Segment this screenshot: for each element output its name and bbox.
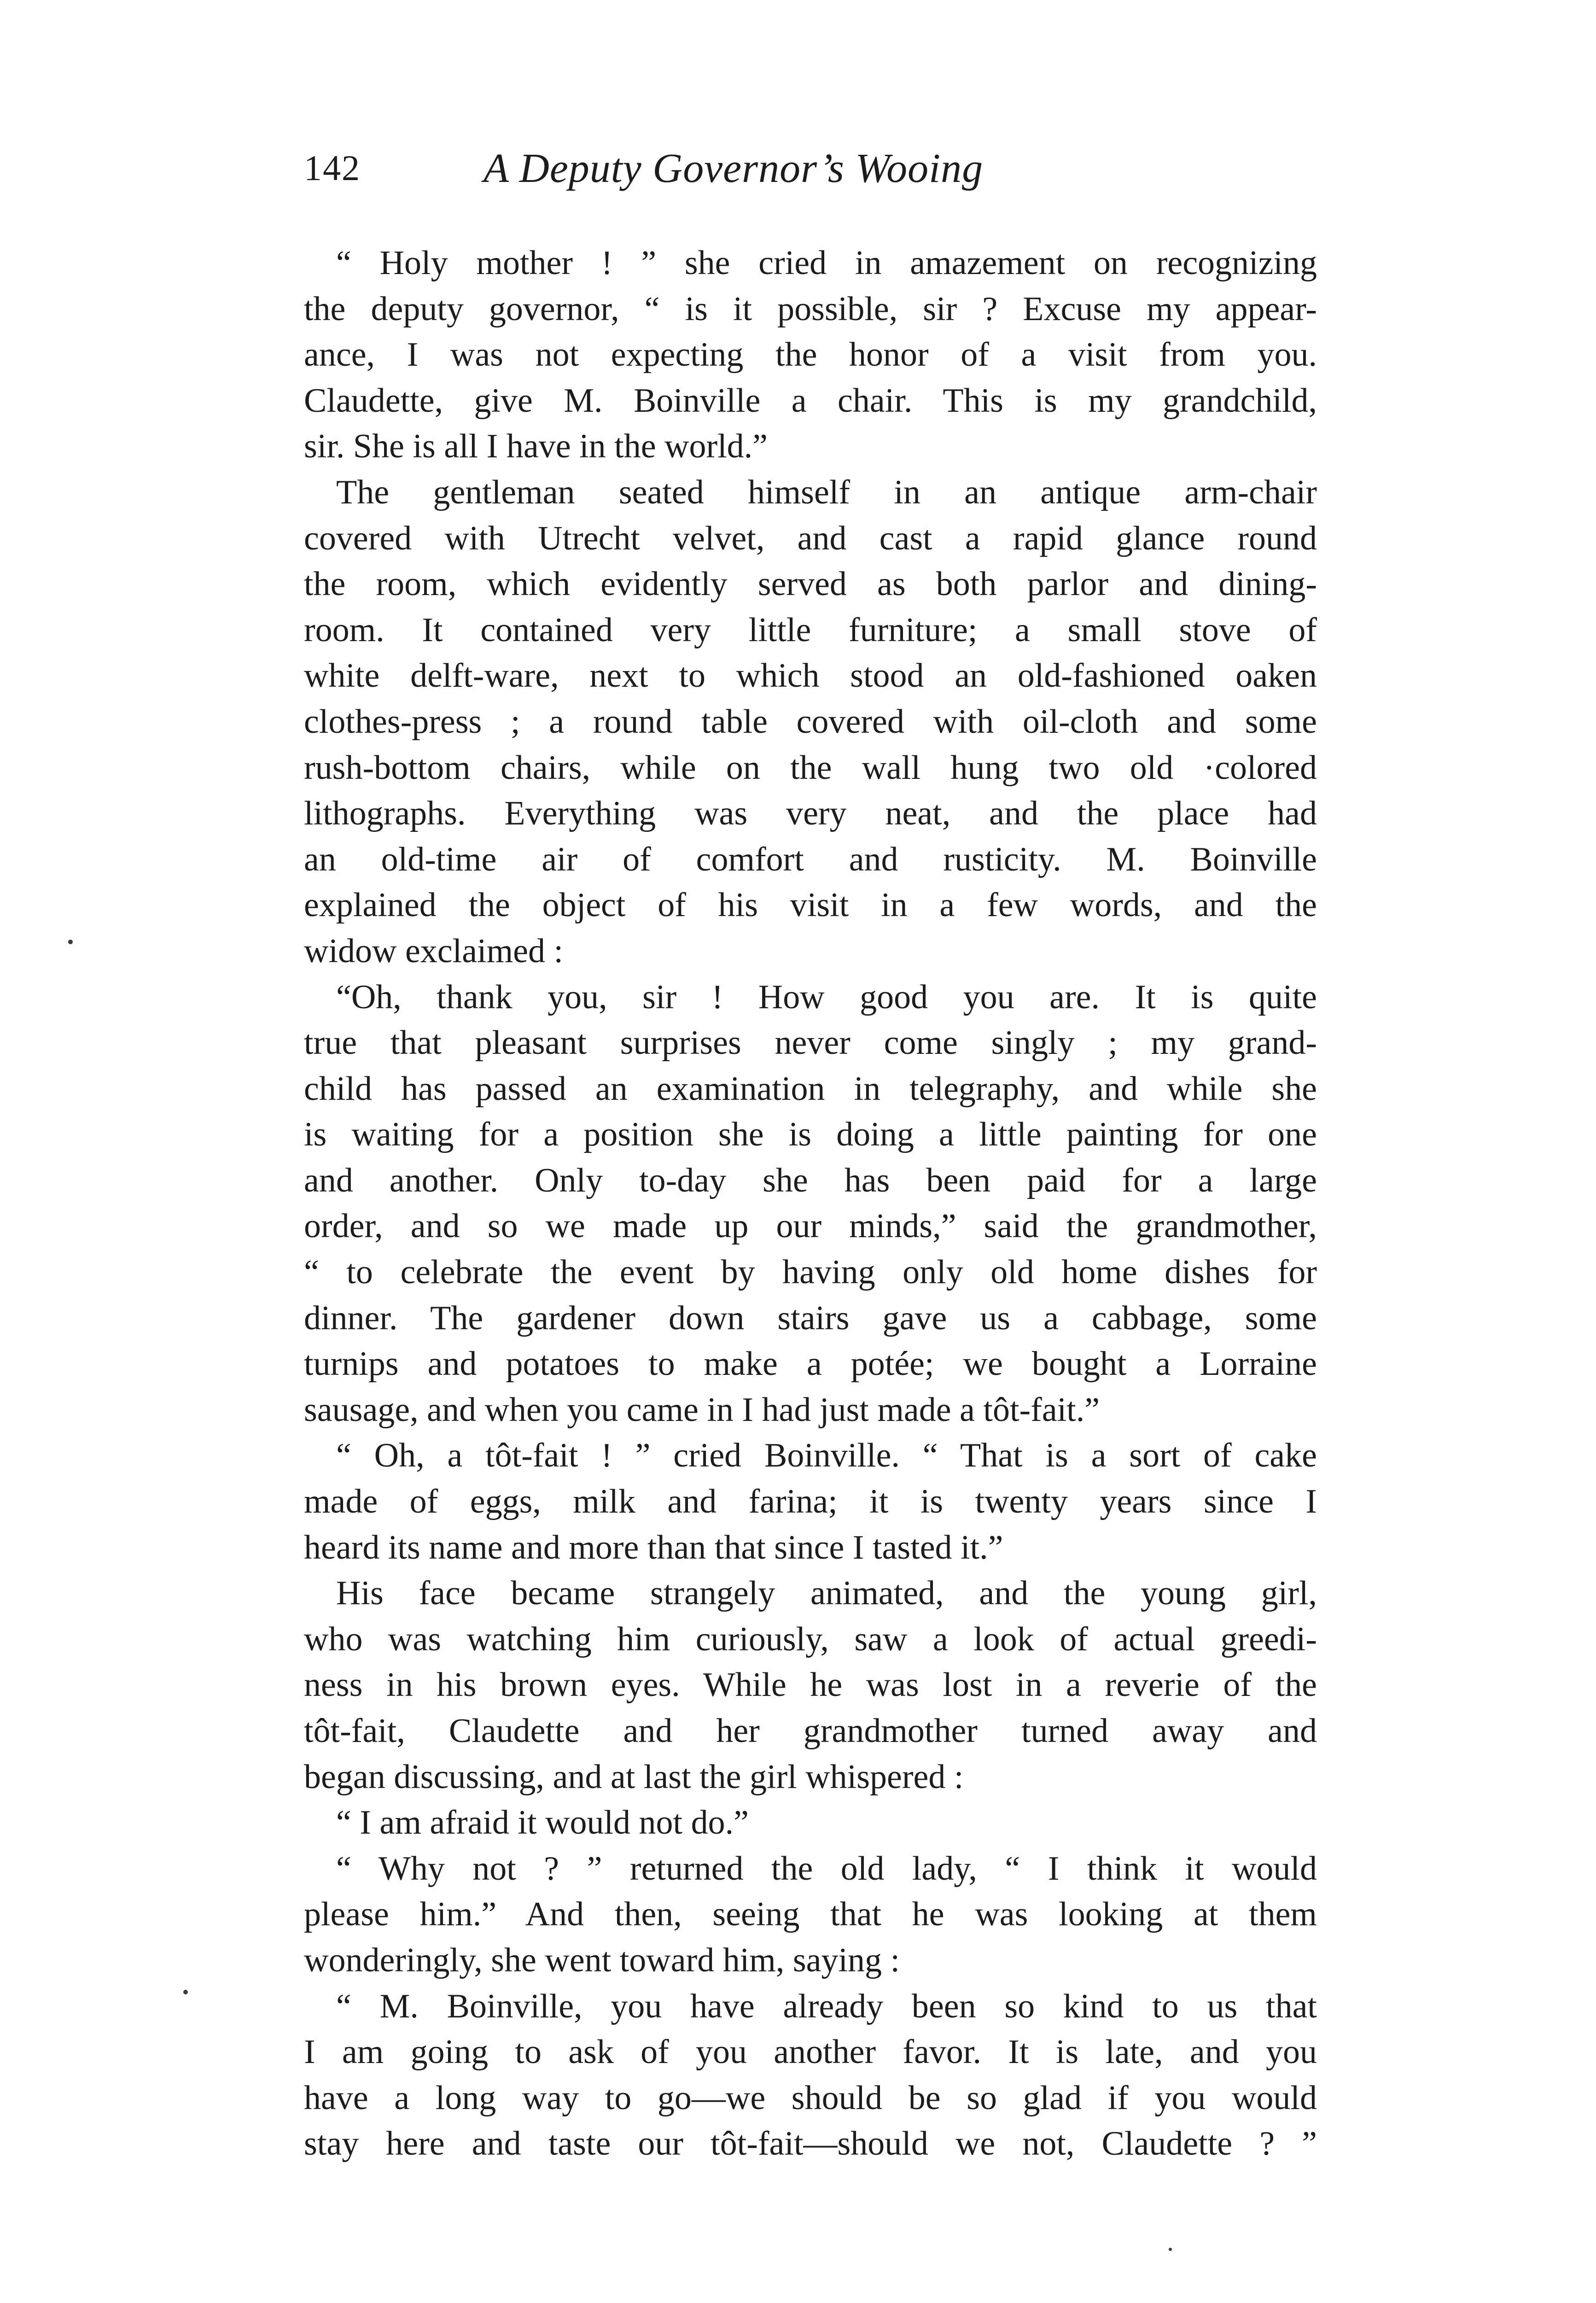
text-line: turnips and potatoes to make a potée; we bought a Lorraine (304, 1345, 1317, 1383)
text-line: rush-bottom chairs, while on the wall hung two old ·colored (304, 748, 1317, 787)
text-line: have a long way to go—we should be so glad if you would (304, 2079, 1317, 2117)
text-line: true that pleasant surprises never come singly ; my grand- (304, 1024, 1317, 1062)
text-line: the room, which evidently served as both parlor and dining- (304, 565, 1317, 603)
page-number: 142 (304, 148, 361, 188)
text-line: “ Holy mother ! ” she cried in amazement on recognizing (336, 244, 1317, 282)
text-line: white delft-ware, next to which stood an old-fashioned oaken (304, 657, 1317, 695)
text-line: ness in his brown eyes. While he was lost in a reverie of the (304, 1666, 1317, 1704)
text-line: please him.” And then, seeing that he was looking at them (304, 1895, 1317, 1934)
running-title: A Deputy Governor’s Wooing (483, 146, 984, 191)
text-line: sausage, and when you came in I had just made a tôt-fait.” (304, 1391, 1100, 1429)
text-line: and another. Only to-day she has been paid for a large (304, 1161, 1317, 1199)
text-line: order, and so we made up our minds,” said the grandmother, (304, 1207, 1317, 1245)
text-line: “ Why not ? ” returned the old lady, “ I think it would (336, 1849, 1317, 1888)
text-line: child has passed an examination in telegraphy, and while she (304, 1070, 1317, 1108)
text-line: covered with Utrecht velvet, and cast a rapid glance round (304, 519, 1317, 557)
page-speck (68, 940, 73, 944)
text-line: “ Oh, a tôt-fait ! ” cried Boinville. “ That is a sort of cake (336, 1437, 1317, 1475)
text-line: ance, I was not expecting the honor of a visit from you. (304, 336, 1317, 374)
text-line: room. It contained very little furniture; a small stove of (304, 611, 1317, 649)
text-line: is waiting for a position she is doing a little painting for one (304, 1116, 1317, 1154)
text-line: “ I am afraid it would not do.” (336, 1804, 749, 1842)
text-line: The gentleman seated himself in an antique arm-chair (336, 473, 1317, 511)
text-line: wonderingly, she went toward him, saying : (304, 1941, 900, 1979)
page-speck (183, 1990, 188, 1994)
text-line: dinner. The gardener down stairs gave us a cabbage, some (304, 1299, 1317, 1337)
text-line: “Oh, thank you, sir ! How good you are. It is quite (336, 978, 1317, 1016)
page-header (304, 147, 1317, 203)
text-line: who was watching him curiously, saw a look of actual greedi- (304, 1620, 1317, 1658)
page-speck (1169, 2248, 1172, 2251)
body-text (304, 240, 1317, 2167)
text-line: heard its name and more than that since I tasted it.” (304, 1528, 1003, 1567)
text-line: made of eggs, milk and farina; it is twenty years since I (304, 1483, 1317, 1521)
text-line: began discussing, and at last the girl whispered : (304, 1758, 964, 1796)
text-line: widow exclaimed : (304, 932, 564, 970)
text-line: an old-time air of comfort and rusticity. M. Boinville (304, 840, 1317, 878)
text-line: I am going to ask of you another favor. It is late, and you (304, 2033, 1317, 2071)
text-line: the deputy governor, “ is it possible, sir ? Excuse my appear- (304, 290, 1317, 328)
text-line: “ M. Boinville, you have already been so kind to us that (336, 1987, 1317, 2025)
text-line: tôt-fait, Claudette and her grandmother turned away and (304, 1712, 1317, 1750)
text-line: His face became strangely animated, and the young girl, (336, 1574, 1317, 1613)
text-line: lithographs. Everything was very neat, and the place had (304, 795, 1317, 833)
text-line: clothes-press ; a round table covered with oil-cloth and some (304, 702, 1317, 741)
text-line: “ to celebrate the event by having only old home dishes for (304, 1253, 1317, 1292)
text-line: sir. She is all I have in the world.” (304, 427, 768, 466)
text-line: Claudette, give M. Boinville a chair. This is my grandchild, (304, 381, 1317, 420)
text-line: stay here and taste our tôt-fait—should we not, Claudette ? ” (304, 2125, 1317, 2163)
text-line: explained the object of his visit in a few words, and the (304, 886, 1317, 924)
